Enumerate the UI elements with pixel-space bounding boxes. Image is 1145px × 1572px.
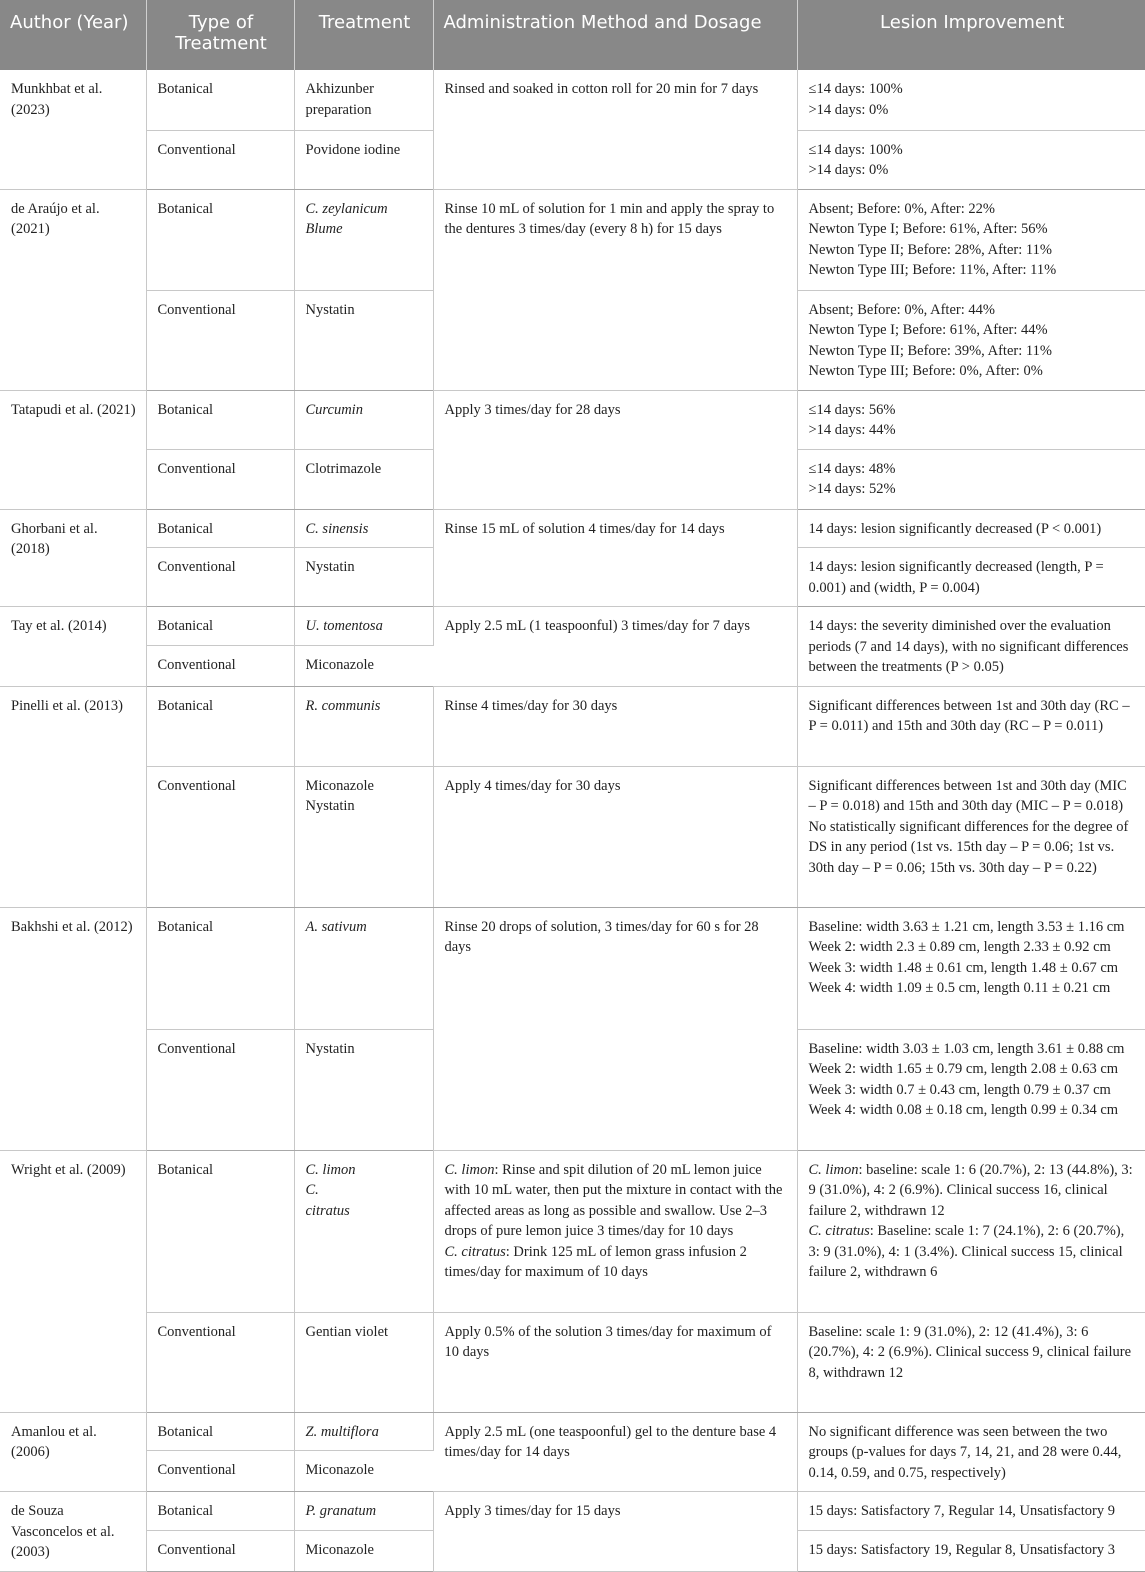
method-cell: Rinsed and soaked in cotton roll for 20 min for 7 days [433,70,797,189]
lesion-line: ≤14 days: 56% [808,401,896,418]
lesion-line: >14 days: 0% [808,101,889,118]
table-row [0,766,1145,907]
type-cell: Conventional [146,1530,294,1571]
lesion-line: Week 4: width 1.09 ± 0.5 cm, length 0.11 ± 0.21 cm [808,980,1111,996]
species-name: C. limon [444,1161,495,1178]
method-cell: Apply 2.5 mL (1 teaspoonful) 3 times/day for 7 days [433,607,797,687]
lesion-cell [797,390,1145,449]
lesion-line: >14 days: 0% [808,162,889,178]
treatment-cell: Clotrimazole [294,449,433,509]
treatment-cell [294,390,433,449]
method-cell: Apply 4 times/day for 30 days [433,766,797,907]
type-cell: Conventional [146,1029,294,1150]
lesion-cell: 15 days: Satisfactory 7, Regular 14, Unsatisfactory 9 [797,1492,1145,1531]
treatment-name: C. limon C. citratus [305,1161,356,1219]
type-cell: Botanical [146,509,294,548]
method-cell: Rinse 4 times/day for 30 days [433,686,797,766]
lesion-line: Newton Type III; Before: 0%, After: 0% [808,363,1043,379]
lesion-line: Baseline: width 3.03 ± 1.03 cm, length 3.61 ± 0.88 cm [808,1040,1125,1057]
treatment-cell [294,509,433,548]
lesion-cell: 14 days: the severity diminished over the evaluation periods (7 and 14 days), with no significant differences between the treatments (P > 0.05) [797,607,1145,687]
lesion-line: Newton Type III; Before: 11%, After: 11% [808,262,1057,278]
treatment-cell [294,1150,433,1312]
treatment-cell: Nystatin [294,1029,433,1150]
table-row [0,686,1145,766]
table-row [0,607,1145,646]
type-cell: Botanical [146,686,294,766]
lesion-cell: No significant difference was seen between the two groups (p-values for days 7, 14, 21, and 28 were 0.44, 0.14, 0.59, and 0.75, respectively) [797,1412,1145,1492]
type-cell: Conventional [146,130,294,189]
method-cell: Rinse 15 mL of solution 4 times/day for 14 days [433,509,797,607]
lesion-cell [797,449,1145,509]
species-entry: C. limon: Rinse and spit dilution of 20 mL lemon juice with 10 mL water, then put the mixture in contact with the affected areas as long as possible and swallow. Use 2–3 drops of pure lemon juice 3 times/day for 10 days [444,1161,783,1239]
author-cell: Amanlou et al. (2006) [0,1412,146,1492]
treatment-name: Z. multiflora [305,1423,379,1440]
lesion-cell [797,70,1145,130]
type-cell: Botanical [146,390,294,449]
author-cell: Bakhshi et al. (2012) [0,907,146,1150]
lesion-cell: 14 days: lesion significantly decreased (P < 0.001) [797,509,1145,548]
lesion-cell: Baseline: scale 1: 9 (31.0%), 2: 12 (41.4%), 3: 6 (20.7%), 4: 2 (6.9%). Clinical success 9, clinical failure 8, withdrawn 12 [797,1312,1145,1412]
species-name: C. citratus [444,1243,506,1260]
lesion-line: Week 2: width 2.3 ± 0.89 cm, length 2.33 ± 0.92 cm [808,939,1111,955]
lesion-line: Newton Type I; Before: 61%, After: 44% [808,322,1048,338]
author-cell: Ghorbani et al. (2018) [0,509,146,607]
table-row [0,1412,1145,1451]
header-lesion: Lesion Improvement [797,0,1145,70]
lesion-cell [797,766,1145,907]
lesion-line: Significant differences between 1st and 30th day (MIC – P = 0.018) and 15th and 30th day (MIC – P = 0.018) [808,777,1127,814]
species-name: C. citratus [808,1223,870,1239]
treatment-name: C. sinensis [305,520,369,537]
species-entry: C. citratus: Drink 125 mL of lemon grass infusion 2 times/day for maximum of 10 days [444,1243,747,1280]
type-cell: Conventional [146,1312,294,1412]
method-cell [433,1150,797,1312]
lesion-line: Absent; Before: 0%, After: 44% [808,301,995,318]
lesion-cell [797,189,1145,290]
author-cell: Tay et al. (2014) [0,607,146,687]
type-cell: Botanical [146,607,294,646]
table-row [0,509,1145,548]
header-method: Administration Method and Dosage [433,0,797,70]
lesion-line: >14 days: 44% [808,422,896,438]
type-cell: Conventional [146,1451,294,1492]
method-cell: Apply 3 times/day for 28 days [433,390,797,509]
lesion-line: ≤14 days: 100% [808,141,903,158]
lesion-cell [797,130,1145,189]
type-cell: Botanical [146,1492,294,1531]
lesion-cell [797,290,1145,390]
method-cell: Rinse 20 drops of solution, 3 times/day for 60 s for 28 days [433,907,797,1150]
treatment-cell [294,686,433,766]
lesion-line: ≤14 days: 100% [808,81,903,97]
treatment-name: C. zeylanicum Blume [305,200,388,237]
treatment-cell: Miconazole [294,645,433,686]
method-cell: Apply 3 times/day for 15 days [433,1492,797,1572]
lesion-cell: 14 days: lesion significantly decreased (length, P = 0.001) and (width, P = 0.004) [797,548,1145,607]
species-name: C. limon [808,1161,859,1178]
lesion-line: Newton Type I; Before: 61%, After: 56% [808,221,1048,237]
table-row [0,189,1145,290]
table-row [0,390,1145,449]
author-cell: Munkhbat et al. (2023) [0,70,146,189]
table-row [0,1492,1145,1531]
lesion-cell [797,907,1145,1029]
lesion-cell: 15 days: Satisfactory 19, Regular 8, Unsatisfactory 3 [797,1530,1145,1571]
table-row [0,907,1145,1029]
treatment-name: A. sativum [305,918,367,935]
treatment-cell [294,907,433,1029]
method-cell: Apply 0.5% of the solution 3 times/day for maximum of 10 days [433,1312,797,1412]
treatment-cell: Gentian violet [294,1312,433,1412]
treatment-cell [294,607,433,646]
lesion-line: Week 3: width 1.48 ± 0.61 cm, length 1.48 ± 0.67 cm [808,959,1119,976]
type-cell: Botanical [146,70,294,130]
author-cell: Tatapudi et al. (2021) [0,390,146,509]
lesion-line: No statistically significant differences for the degree of DS in any period (1st vs. 15th day – P = 0.06; 1st vs. 30th day – P = 0.06; 15th vs. 30th day – P = 0.22) [808,818,1129,876]
treatment-cell [294,1412,433,1451]
species-entry: C. citratus: Baseline: scale 1: 7 (24.1%), 2: 6 (20.7%), 3: 9 (31.0%), 4: 1 (3.4%). Clinical success 15, clinical failure 2, withdrawn 6 [808,1223,1125,1280]
treatment-cell [294,1492,433,1531]
type-cell: Conventional [146,548,294,607]
lesion-line: Week 3: width 0.7 ± 0.43 cm, length 0.79 ± 0.37 cm [808,1081,1111,1098]
treatment-name: Curcumin [305,401,363,418]
lesion-line: >14 days: 52% [808,481,896,497]
treatment-cell: Miconazole Nystatin [294,766,433,907]
table-row [0,1312,1145,1412]
lesion-line: Baseline: width 3.63 ± 1.21 cm, length 3.53 ± 1.16 cm [808,918,1125,935]
method-cell: Rinse 10 mL of solution for 1 min and apply the spray to the dentures 3 times/day (every 8 h) for 15 days [433,189,797,390]
type-cell: Botanical [146,1412,294,1451]
lesion-line: Week 2: width 1.65 ± 0.79 cm, length 2.08 ± 0.63 cm [808,1061,1119,1077]
treatment-cell: Povidone iodine [294,130,433,189]
lesion-line: Newton Type II; Before: 39%, After: 11% [808,342,1052,359]
author-cell: Wright et al. (2009) [0,1150,146,1412]
type-cell: Botanical [146,189,294,290]
treatment-name: P. granatum [305,1503,377,1519]
author-cell: Pinelli et al. (2013) [0,686,146,907]
lesion-line: Newton Type II; Before: 28%, After: 11% [808,241,1052,258]
header-author: Author (Year) [0,0,146,70]
type-cell: Botanical [146,1150,294,1312]
species-entry: C. limon: baseline: scale 1: 6 (20.7%), 2: 13 (44.8%), 3: 9 (31.0%), 4: 2 (6.9%). Clinical success 16, clinical failure 2, withdrawn 12 [808,1161,1133,1219]
lesion-cell [797,1029,1145,1150]
method-cell: Apply 2.5 mL (one teaspoonful) gel to the denture base 4 times/day for 14 days [433,1412,797,1492]
treatment-cell [294,189,433,290]
treatment-cell: Akhizunber preparation [294,70,433,130]
treatment-cell: Miconazole [294,1530,433,1571]
type-cell: Conventional [146,449,294,509]
treatment-cell: Nystatin [294,548,433,607]
lesion-cell: Significant differences between 1st and 30th day (RC – P = 0.011) and 15th and 30th day (RC – P = 0.011) [797,686,1145,766]
author-cell: de Araújo et al. (2021) [0,189,146,390]
author-cell: de Souza Vasconcelos et al. (2003) [0,1492,146,1572]
type-cell: Conventional [146,645,294,686]
table-row [0,1150,1145,1312]
treatment-name: R. communis [305,697,381,714]
type-cell: Botanical [146,907,294,1029]
type-cell: Conventional [146,766,294,907]
lesion-cell [797,1150,1145,1312]
treatment-name: U. tomentosa [305,618,383,634]
type-cell: Conventional [146,290,294,390]
header-treatment: Treatment [294,0,433,70]
lesion-line: ≤14 days: 48% [808,460,896,477]
header-type: Type of Treatment [146,0,294,70]
treatment-cell: Nystatin [294,290,433,390]
lesion-line: Week 4: width 0.08 ± 0.18 cm, length 0.99 ± 0.34 cm [808,1102,1119,1118]
lesion-line: Absent; Before: 0%, After: 22% [808,200,995,217]
treatment-cell: Miconazole [294,1451,433,1492]
table-row [0,70,1145,130]
